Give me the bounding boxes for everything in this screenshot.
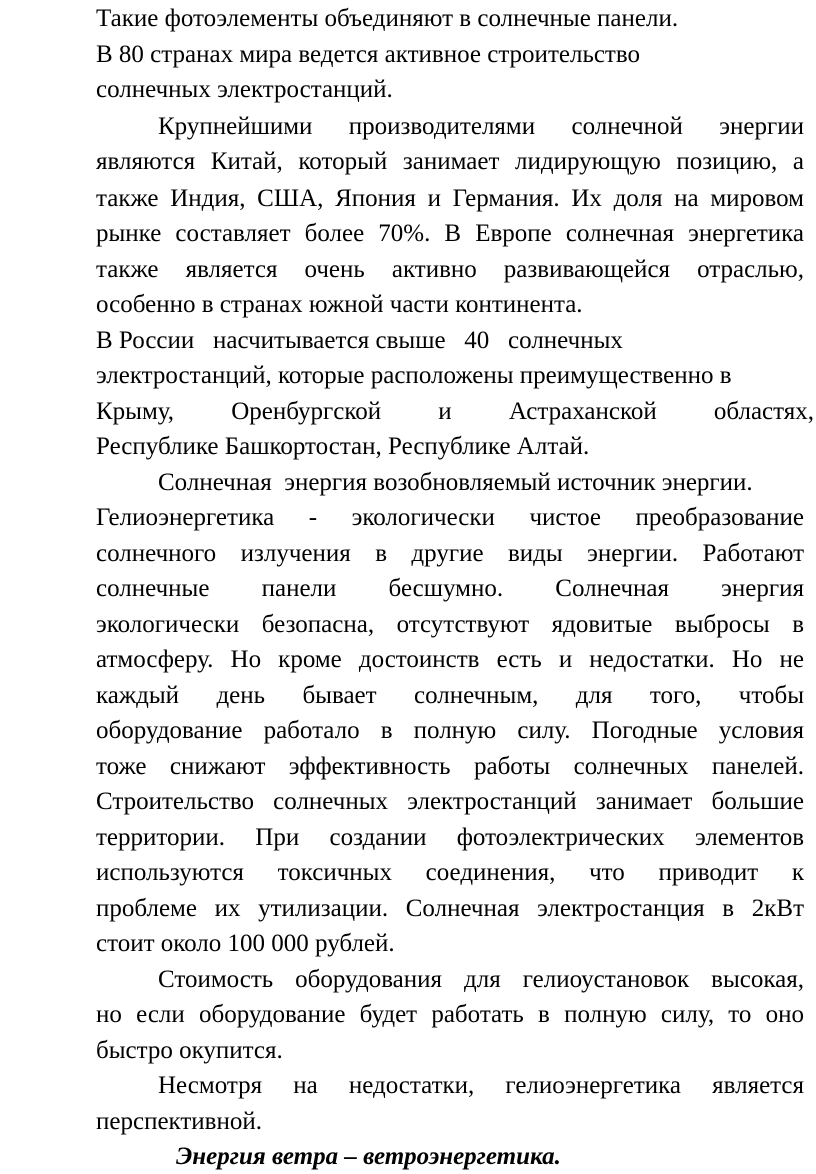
text-line: экологически безопасна, отсутствуют ядовитые выбросы в [96,611,804,638]
text-line: проблеме их утилизации. Солнечная электростанция в 2кВт [96,895,804,922]
text-line: являются Китай, который занимает лидирующую позицию, а [96,148,804,175]
text-line: В 80 странах мира ведется активное строительство [96,41,640,68]
text-line: Такие фотоэлементы объединяют в солнечные панели. [96,5,679,32]
text-line: атмосферу. Но кроме достоинств есть и недостатки. Но не [96,646,804,673]
text-line: также является очень активно развивающейся отраслью, [96,256,804,283]
paragraph-start-line: Стоимость оборудования для гелиоустановок высокая, [158,966,804,993]
text-line: Республике Башкортостан, Республике Алтай. [96,433,590,460]
text-line: Гелиоэнергетика - экологически чистое преобразование [96,504,804,531]
paragraph-start-line: Несмотря на недостатки, гелиоэнергетика является [158,1072,804,1099]
section-heading: Энергия ветра – ветроэнергетика. [176,1143,561,1170]
text-line: Строительство солнечных электростанций занимает большие [96,788,804,815]
text-line: В России насчитывается свыше 40 солнечных [96,327,623,354]
text-line: оборудование работало в полную силу. Погодные условия [96,717,804,744]
text-line: Крыму, Оренбургской и Астраханской областях, [96,398,814,425]
text-line: тоже снижают эффективность работы солнечных панелей. [96,753,804,780]
text-line: каждый день бывает солнечным, для того, чтобы [96,682,804,709]
text-line: электростанций, которые расположены преимущественно в [96,362,732,389]
text-line: солнечных электростанций. [96,76,393,103]
text-line: быстро окупится. [96,1037,283,1064]
text-line: особенно в странах южной части континента. [96,291,583,318]
text-line: также Индия, США, Япония и Германия. Их доля на мировом [96,185,804,212]
paragraph-start-line: Крупнейшими производителями солнечной энергии [158,113,804,140]
text-line: солнечные панели бесшумно. Солнечная энергия [96,575,804,602]
text-line: рынке составляет более 70%. В Европе солнечная энергетика [96,220,804,247]
text-line: территории. При создании фотоэлектрических элементов [96,824,804,851]
paragraph-start-line: Солнечная энергия возобновляемый источник энергии. [158,469,753,496]
text-line: но если оборудование будет работать в полную силу, то оно [96,1001,804,1028]
text-line: используются токсичных соединения, что приводит к [96,859,804,886]
text-line: солнечного излучения в другие виды энергии. Работают [96,540,804,567]
text-line: стоит около 100 000 рублей. [96,930,395,957]
text-line: перспективной. [96,1108,262,1135]
